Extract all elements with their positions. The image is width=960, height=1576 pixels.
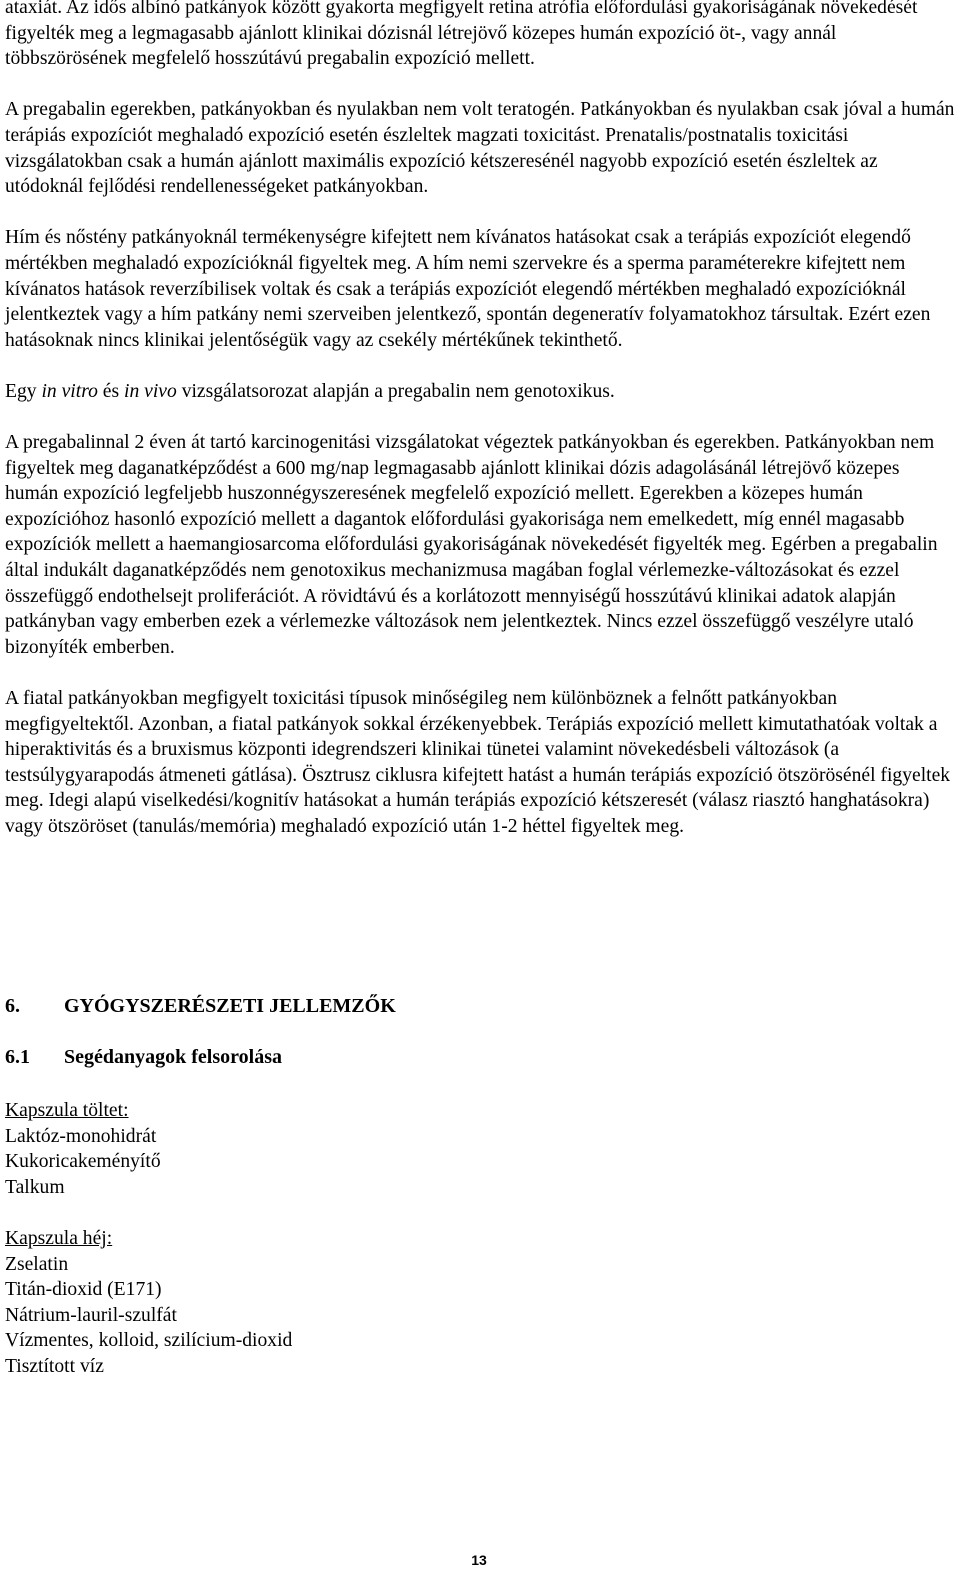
capsule-shell-title: Kapszula héj: — [5, 1228, 113, 1249]
capsule-fill-title: Kapszula töltet: — [5, 1100, 129, 1121]
list-item: Zselatin — [5, 1253, 69, 1275]
list-item: Talkum — [5, 1176, 65, 1198]
genotox-in-vitro: in vitro — [41, 380, 98, 402]
document-page — [5, 0, 957, 1568]
paragraph-retina-atrophy: ataxiát. Az idős albínó patkányok között gyakorta megfigyelt retina atrófia előfordulási gyakoriságának növekedését figyelték meg a legmagasabb ajánlott klinikai dózisnál létrejövő közepes humán expozíció öt-, vagy annál többszörösének megfelelő hosszútávú pregabalin expozíció mellett. — [5, 0, 918, 70]
section-title: GYÓGYSZERÉSZETI JELLEMZŐK — [64, 995, 396, 1017]
list-item: Tisztított víz — [5, 1355, 104, 1377]
section-heading-6 — [5, 994, 396, 1020]
section-heading-6-1 — [5, 1045, 282, 1071]
paragraph-juvenile-toxicity: A fiatal patkányokban megfigyelt toxicitási típusok minőségileg nem különböznek a felnőtt patkányokban megfigyeltektől. Azonban, a fiatal patkányok sokkal érzékenyebbek. Terápiás expozíció mellett kimutathatóak voltak a hiperaktivitás és a bruxismus központi idegrendszeri klinikai tünetei valamint növekedésbeli változások (a testsúlygyarapodás átmeneti gátlása). Ösztrusz ciklusra kifejtett hatást a humán terápiás expozíció ötszörösénél figyeltek meg. Idegi alapú viselkedési/kognitív hatásokat a humán terápiás expozíció kétszeresét (válasz riasztó hanghatásokra) vagy ötszöröset (tanulás/memória) meghaladó expozíció után 1-2 héttel figyeltek meg. — [5, 688, 951, 837]
section-title: Segédanyagok felsorolása — [64, 1046, 282, 1068]
capsule-fill-list — [5, 1098, 161, 1200]
genotox-in-vivo: in vivo — [124, 380, 177, 402]
section-number: 6.1 — [5, 1046, 30, 1068]
genotox-text-e: vizsgálatsorozat alapján a pregabalin nem genotoxikus. — [176, 380, 615, 402]
paragraph-genotoxicity — [5, 379, 957, 405]
paragraph-carcinogenicity: A pregabalinnal 2 éven át tartó karcinogenitási vizsgálatokat végeztek patkányokban és egerekben. Patkányokban nem figyeltek meg daganatképződést a 600 mg/nap legmagasabb ajánlott klinikai dózis adagolásánál létrejövő közepes humán expozíció legfeljebb huszonnégyszeresének megfelelő expozíció mellett. Egerekben a közepes humán expozícióhoz hasonló expozíció mellett a dagantok előfordulási gyakorisága nem emelkedett, míg ennél magasabb expozíciók mellett a haemangiosarcoma előfordulási gyakoriságának növekedését figyelték meg. Egérben a pregabalin által indukált daganatképződés nem genotoxikus mechanizmusa magában foglal vérlemezke-változásokat és ezzel összefüggő endothelsejt proliferációt. A rövidtávú és a korlátozott mennyiségű hosszútávú klinikai adatok alapján patkányban vagy emberben ezek a vérlemezke változások nem jelentkeztek. Nincs ezzel összefüggő veszélyre utaló bizonyíték emberben. — [5, 432, 938, 658]
genotox-text-a: Egy — [5, 380, 42, 402]
list-item: Titán-dioxid (E171) — [5, 1279, 162, 1301]
list-item: Laktóz-monohidrát — [5, 1125, 157, 1147]
list-item: Kukoricakeményítő — [5, 1151, 161, 1173]
section-number: 6. — [5, 995, 20, 1017]
paragraph-fertility: Hím és nőstény patkányoknál termékenységre kifejtett nem kívánatos hatásokat csak a terápiás expozíciót elegendő mértékben meghaladó expozícióknál figyeltek meg. A hím nemi szervekre és a sperma paraméterekre kifejtett nem kívánatos hatások reverzíbilisek voltak és csak a terápiás expozíciót elegendő mértékben meghaladó expozícióknál jelentkeztek vagy a hím patkány nemi szerveiben jelentkező, spontán degeneratív folyamatokhoz társultak. Ezért ezen hatásoknak nincs klinikai jelentőségük vagy az csekély mértékűnek tekinthető. — [5, 227, 931, 351]
capsule-shell-list — [5, 1226, 292, 1380]
list-item: Nátrium-lauril-szulfát — [5, 1304, 177, 1326]
paragraph-teratogenicity: A pregabalin egerekben, patkányokban és nyulakban nem volt teratogén. Patkányokban és nyulakban csak jóval a humán terápiás expozíciót meghaladó expozíció esetén észleltek magzati toxicitást. Prenatalis/postnatalis toxicitási vizsgálatokban csak a humán ajánlott maximális expozíció kétszeresénél nagyobb expozíció esetén észleltek az utódoknál fejlődési rendellenességeket patkányokban. — [5, 99, 955, 198]
page-number: 13 — [471, 1552, 487, 1568]
genotox-text-c: és — [97, 380, 125, 402]
list-item: Vízmentes, kolloid, szilícium-dioxid — [5, 1330, 293, 1352]
